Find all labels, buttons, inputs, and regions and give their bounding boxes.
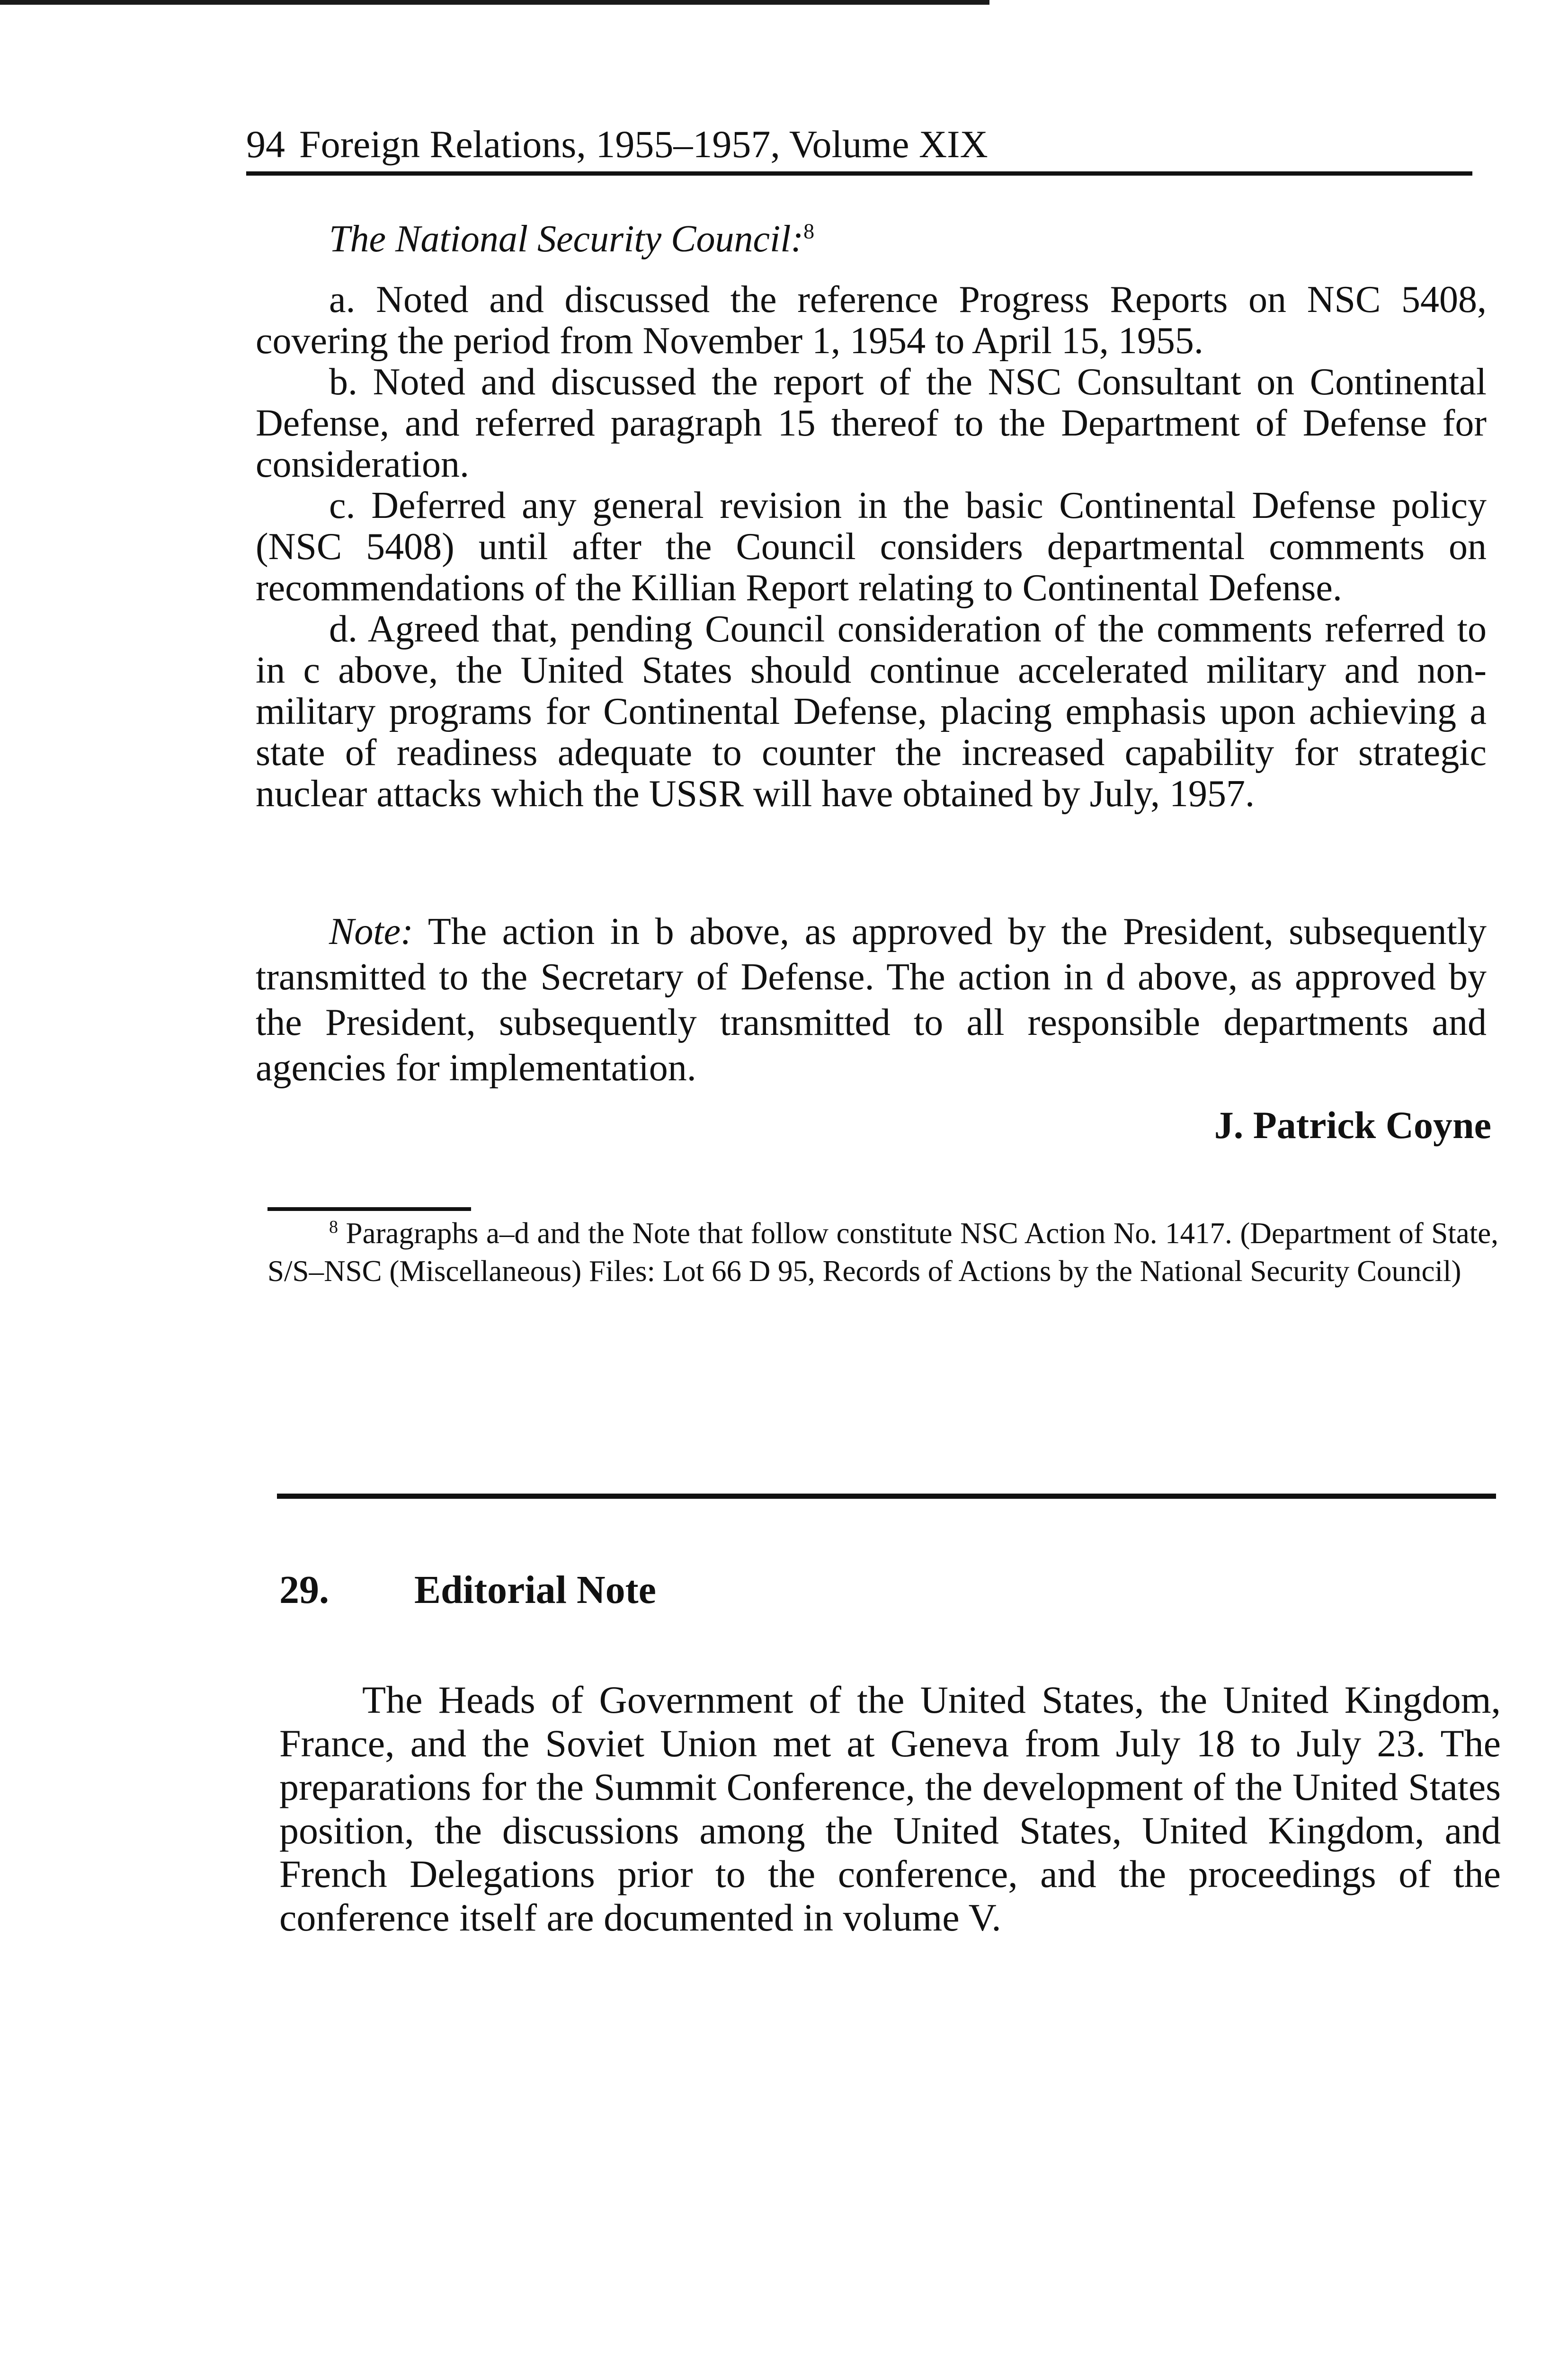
- section-number: 29.: [279, 1568, 329, 1612]
- council-lead: [329, 218, 814, 261]
- paragraph-d: d. Agreed that, pending Council consideration of the comments referred to in c above, the United States should continue accelerated military and non-military programs for Continental Defense, placing emphasis upon achieving a state of readiness adequate to counter the increased capability for strategic nuclear attacks which the USSR will have obtained by July, 1957.: [256, 608, 1487, 815]
- section-title: Editorial Note: [414, 1568, 656, 1612]
- section-heading: [279, 1567, 656, 1613]
- editorial-note: [279, 1678, 1501, 1940]
- footnote: [267, 1214, 1498, 1290]
- signature: J. Patrick Coyne: [1214, 1103, 1491, 1147]
- lead-text: The National Security Council:: [329, 218, 804, 260]
- note-text: The action in b above, as approved by the President, subsequently transmitted to the Secretary of Defense. The action in d above, as approved by the President, subsequently transmitted to all responsible departments and agencies for implementation.: [256, 911, 1487, 1089]
- paragraph-c: c. Deferred any general revision in the basic Continental Defense policy (NSC 5408) until after the Council considers departmental comments on recommendations of the Killian Report relating to Continental Defense.: [256, 485, 1487, 609]
- running-head: [246, 118, 1472, 176]
- note-label: Note:: [329, 911, 413, 952]
- editorial-paragraph: The Heads of Government of the United States, the United Kingdom, France, and the Soviet Union met at Geneva from July 18 to July 23. The preparations for the Summit Conference, the development of the United States position, the discussions among the United States, United Kingdom, and French Delegations prior to the conference, and the proceedings of the conference itself are documented in volume V.: [279, 1678, 1501, 1939]
- footnote-rule: [267, 1207, 471, 1211]
- paragraph-b: b. Noted and discussed the report of the NSC Consultant on Continental Defense, and referred paragraph 15 thereof to the Department of Defense for consideration.: [256, 361, 1487, 485]
- action-paragraphs: [256, 279, 1487, 815]
- paragraph-a: a. Noted and discussed the reference Progress Reports on NSC 5408, covering the period from November 1, 1954 to April 15, 1955.: [256, 279, 1487, 362]
- footnote-ref: 8: [803, 219, 815, 243]
- page-number: 94: [246, 123, 285, 166]
- note-block: [256, 909, 1487, 1091]
- volume-title: Foreign Relations, 1955–1957, Volume XIX: [299, 123, 988, 166]
- footnote-text: Paragraphs a–d and the Note that follow constitute NSC Action No. 1417. (Department of State, S/S–NSC (Miscellaneous) Files: Lot 66 D 95, Records of Actions by the National Security Council): [267, 1217, 1498, 1288]
- footnote-marker: 8: [329, 1217, 338, 1237]
- section-rule: [277, 1494, 1496, 1499]
